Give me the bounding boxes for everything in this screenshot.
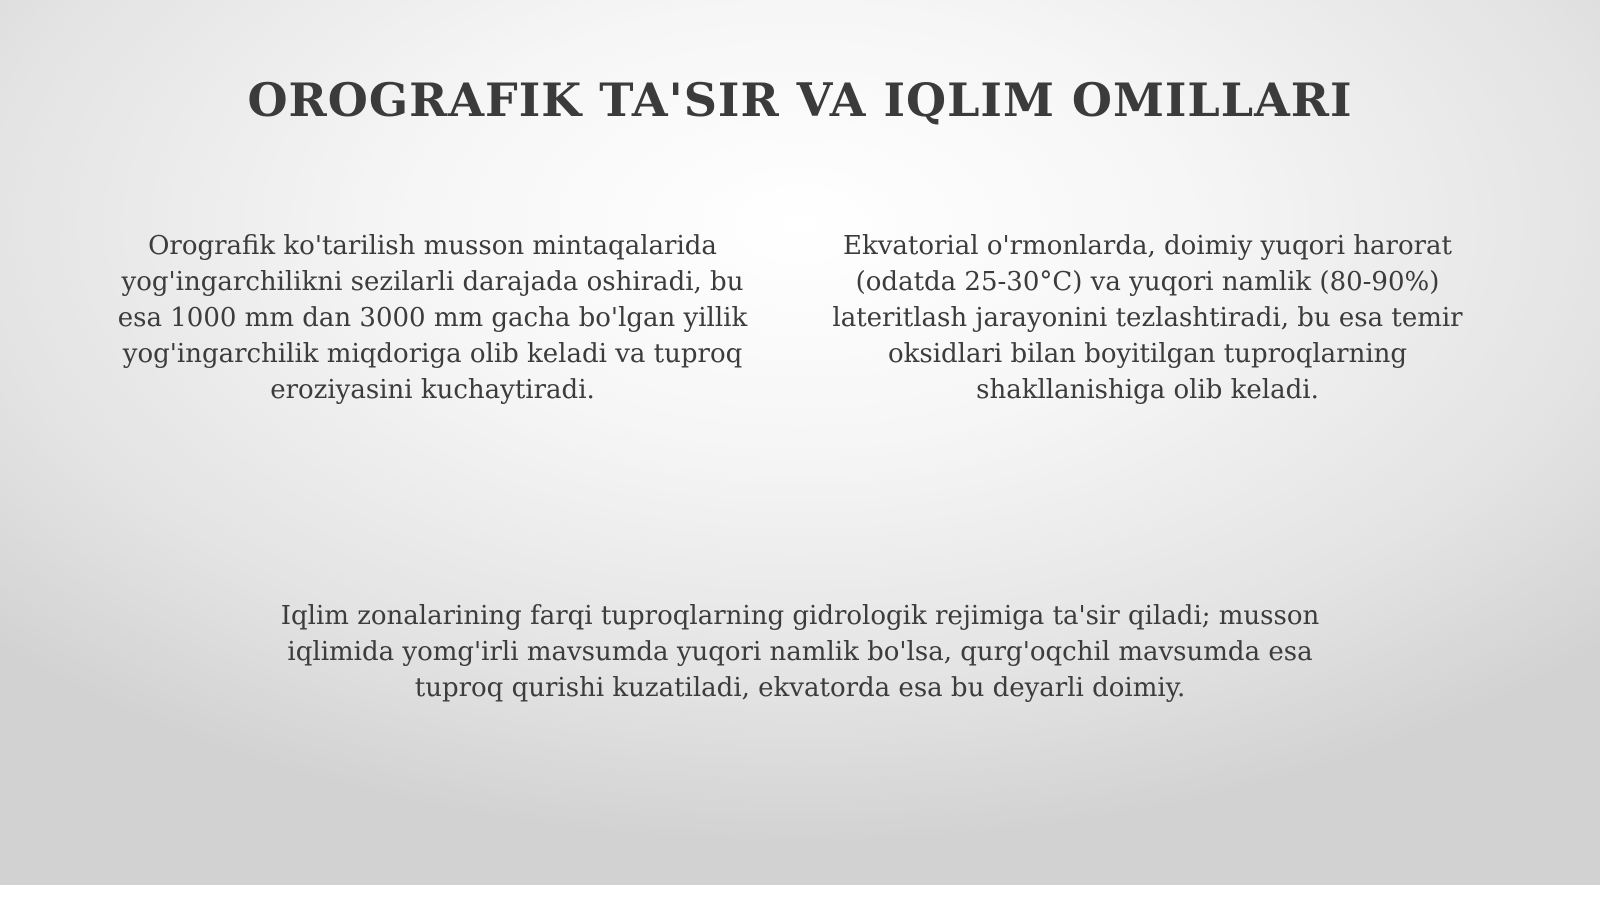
slide-title: OROGRAFIK TA'SIR VA IQLIM OMILLARI xyxy=(247,73,1353,127)
bottom-strip xyxy=(0,885,1600,899)
paragraph-climate-zones: Iqlim zonalarining farqi tuproqlarning gidrologik rejimiga ta'sir qiladi; musson iqlimida yomg'irli mavsumda yuqori namlik bo'lsa, qurg'oqchil mavsumda esa tuproq qurishi kuzatiladi, ekvatorda esa bu deyarli doimiy. xyxy=(280,601,1320,703)
paragraph-equatorial: Ekvatorial o'rmonlarda, doimiy yuqori harorat (odatda 25-30°C) va yuqori namlik (80-90%) lateritlash jarayonini tezlashtiradi, bu esa temir oksidlari bilan boyitilgan tuproqlarning shakllanishiga olib keladi. xyxy=(832,231,1463,405)
paragraph-orographic: Orografik ko'tarilish musson mintaqalarida yog'ingarchilikni sezilarli darajada oshiradi, bu esa 1000 mm dan 3000 mm gacha bo'lgan yillik yog'ingarchilik miqdoriga olib keladi va tuproq eroziyasini kuchaytiradi. xyxy=(117,231,748,405)
